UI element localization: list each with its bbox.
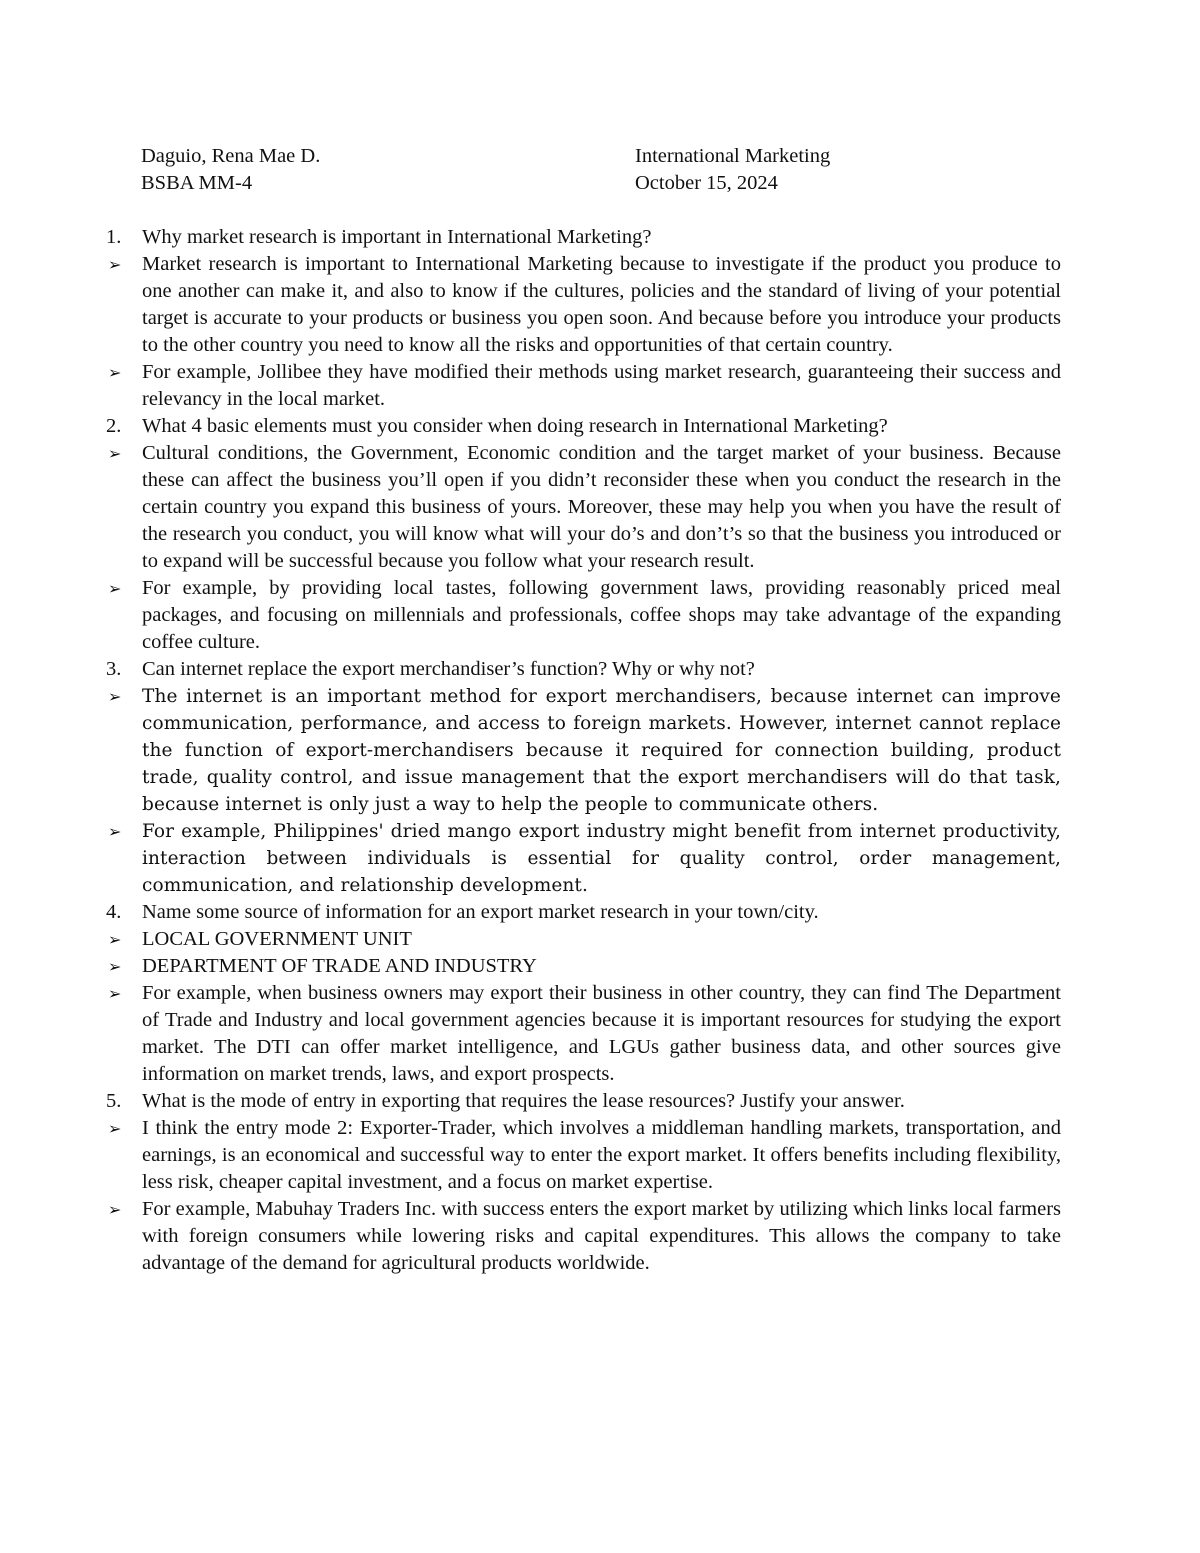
question-number: 4. xyxy=(106,901,122,923)
header-row-2 xyxy=(141,170,1061,197)
answer-text: LOCAL GOVERNMENT UNIT xyxy=(142,928,412,950)
arrowhead-bullet-icon: ➢ xyxy=(108,1119,122,1138)
student-section: BSBA MM-4 xyxy=(141,172,253,194)
arrowhead-bullet-icon: ➢ xyxy=(108,255,122,274)
question-item xyxy=(106,224,1061,251)
answer-bullet-item xyxy=(106,683,1061,818)
document-date: October 15, 2024 xyxy=(635,172,778,194)
arrowhead-bullet-icon: ➢ xyxy=(108,1200,122,1219)
header-row-1 xyxy=(141,143,1061,170)
answer-bullet-item xyxy=(106,1115,1061,1196)
answer-bullet-item xyxy=(106,980,1061,1088)
answer-bullet-item xyxy=(106,359,1061,413)
answer-text: I think the entry mode 2: Exporter-Trader, which involves a middleman handling markets, transportation, and earnings, is an economical and successful way to enter the export market. It offers benefits including flexibility, less risk, cheaper capital investment, and a focus on market expertise. xyxy=(142,1117,1061,1193)
answer-text: Cultural conditions, the Government, Economic condition and the target market of your business. Because these can affect the business you’ll open if you didn’t reconsider these when you conduct the research in the certain country you expand this business of yours. Moreover, these may help you when you have the result of the research you conduct, you will know what will your do’s and don’t’s so that the business you introduced or to expand will be successful because you follow what your research result. xyxy=(142,442,1061,572)
document-header xyxy=(141,143,1061,197)
answer-text: Market research is important to International Marketing because to investigate if the product you produce to one another can make it, and also to know if the cultures, policies and the standard of living of your potential target is accurate to your products or business you open soon. And because before you introduce your products to the other country you need to know all the risks and opportunities of that certain country. xyxy=(142,253,1061,356)
answer-text: For example, Mabuhay Traders Inc. with success enters the export market by utilizing which links local farmers with foreign consumers while lowering risks and capital expenditures. This allows the company to take advantage of the demand for agricultural products worldwide. xyxy=(142,1198,1061,1274)
arrowhead-bullet-icon: ➢ xyxy=(108,687,122,706)
question-number: 2. xyxy=(106,415,122,437)
question-text: Name some source of information for an export market research in your town/city. xyxy=(142,901,819,923)
question-text: Can internet replace the export merchandiser’s function? Why or why not? xyxy=(142,658,755,680)
question-number: 1. xyxy=(106,226,122,248)
arrowhead-bullet-icon: ➢ xyxy=(108,984,122,1003)
answer-text: The internet is an important method for export merchandisers, because internet can improve communication, performance, and access to foreign markets. However, internet cannot replace the function of export-merchandisers because it required for connection building, product trade, quality control, and issue management that the export merchandisers will do that task, because internet is only just a way to help the people to communicate others. xyxy=(142,686,1061,815)
question-item xyxy=(106,1088,1061,1115)
arrowhead-bullet-icon: ➢ xyxy=(108,930,122,949)
answer-bullet-item xyxy=(106,251,1061,359)
question-number: 3. xyxy=(106,658,122,680)
answer-bullet-item xyxy=(106,1196,1061,1277)
question-text: Why market research is important in International Marketing? xyxy=(142,226,652,248)
question-text: What 4 basic elements must you consider when doing research in International Marketing? xyxy=(142,415,888,437)
arrowhead-bullet-icon: ➢ xyxy=(108,957,122,976)
question-number: 5. xyxy=(106,1090,122,1112)
arrowhead-bullet-icon: ➢ xyxy=(108,363,122,382)
answer-text: For example, Philippines' dried mango export industry might benefit from internet productivity, interaction between individuals is essential for quality control, order management, communication, and relationship development. xyxy=(142,821,1061,896)
answer-bullet-item xyxy=(106,926,1061,953)
question-item xyxy=(106,899,1061,926)
question-item xyxy=(106,413,1061,440)
course-title: International Marketing xyxy=(635,145,831,167)
answer-text: For example, Jollibee they have modified their methods using market research, guaranteeing their success and relevancy in the local market. xyxy=(142,361,1061,410)
answer-text: For example, by providing local tastes, following government laws, providing reasonably priced meal packages, and focusing on millennials and professionals, coffee shops may take advantage of the expanding coffee culture. xyxy=(142,577,1061,653)
arrowhead-bullet-icon: ➢ xyxy=(108,444,122,463)
arrowhead-bullet-icon: ➢ xyxy=(108,822,122,841)
answer-text: DEPARTMENT OF TRADE AND INDUSTRY xyxy=(142,955,537,977)
answer-bullet-item xyxy=(106,575,1061,656)
answer-bullet-item xyxy=(106,818,1061,899)
answer-bullet-item xyxy=(106,953,1061,980)
question-text: What is the mode of entry in exporting that requires the lease resources? Justify your answer. xyxy=(142,1090,905,1112)
question-answer-list xyxy=(106,224,1061,1277)
answer-bullet-item xyxy=(106,440,1061,575)
arrowhead-bullet-icon: ➢ xyxy=(108,579,122,598)
question-item xyxy=(106,656,1061,683)
answer-text: For example, when business owners may export their business in other country, they can find The Department of Trade and Industry and local government agencies because it is important resources for studying the export market. The DTI can offer market intelligence, and LGUs gather business data, and other sources give information on market trends, laws, and export prospects. xyxy=(142,982,1061,1085)
student-name: Daguio, Rena Mae D. xyxy=(141,145,321,167)
